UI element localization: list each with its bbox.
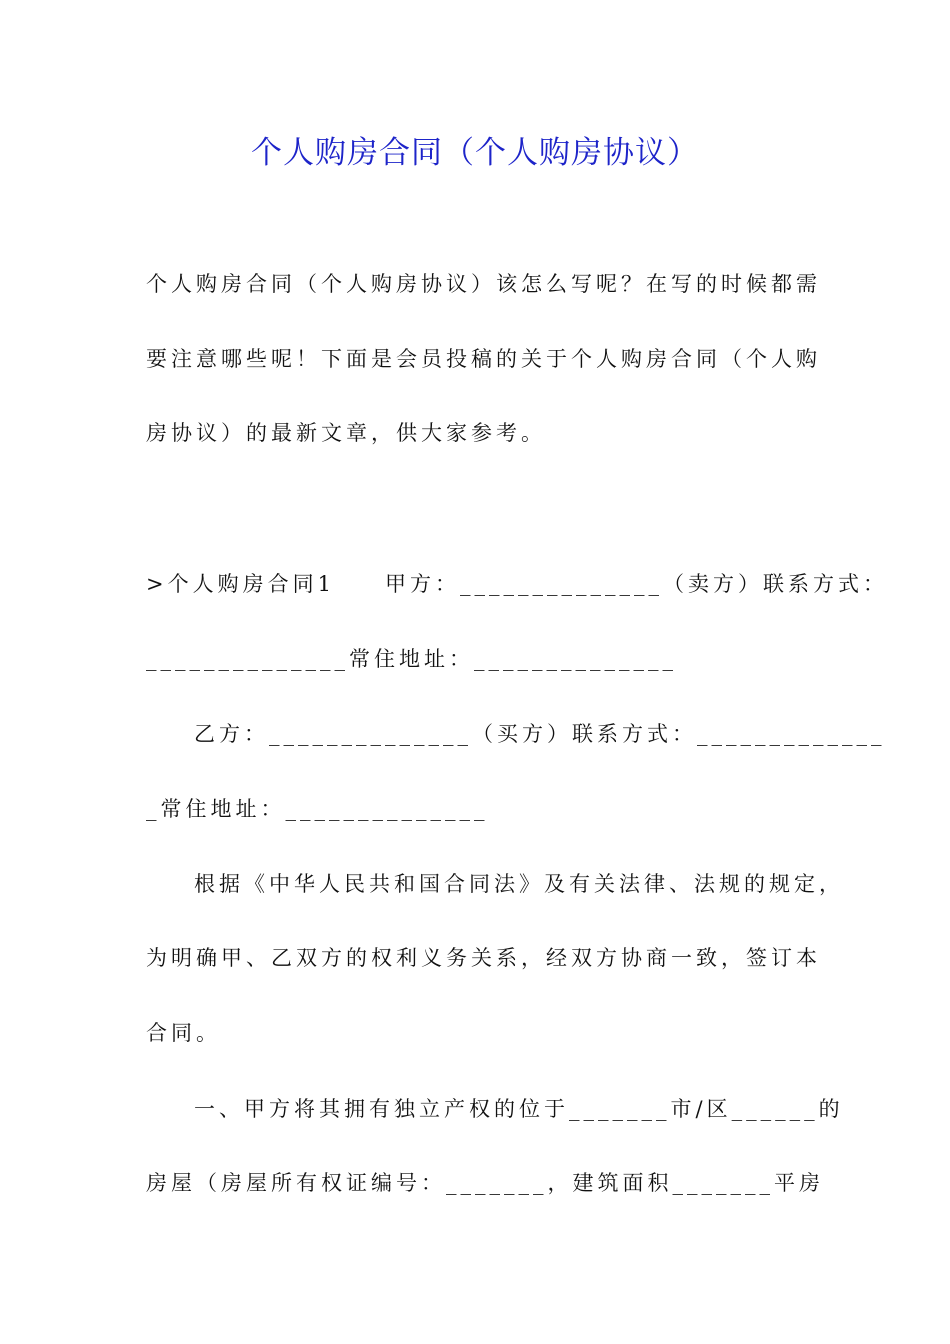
party-a-address-line: ______________常住地址：______________ (146, 647, 677, 671)
legal-basis-line-1: 根据《中华人民共和国合同法》及有关法律、法规的规定， (194, 872, 844, 896)
legal-basis-line-2: 为明确甲、乙双方的权利义务关系，经双方协商一致，签订本 (146, 946, 821, 970)
intro-line-3: 房协议）的最新文章，供大家参考。 (146, 421, 546, 445)
intro-line-1: 个人购房合同（个人购房协议）该怎么写呢？在写的时候都需 (146, 272, 821, 296)
party-b-line: 乙方：______________（买方）联系方式：_____________ (194, 722, 886, 746)
contract-heading-party-a-line: >个人购房合同1 甲方：______________（卖方）联系方式： (146, 572, 888, 596)
article-one-line-2: 房屋（房屋所有权证编号：_______，建筑面积_______平房 (146, 1171, 824, 1195)
party-b-address-line: _常住地址：______________ (146, 797, 489, 821)
article-one-line-1: 一、甲方将其拥有独立产权的位于_______市/区______的 (194, 1097, 844, 1121)
intro-line-2: 要注意哪些呢！下面是会员投稿的关于个人购房合同（个人购 (146, 347, 821, 371)
document-title: 个人购房合同（个人购房协议） (251, 135, 699, 171)
legal-basis-line-3: 合同。 (146, 1021, 221, 1045)
